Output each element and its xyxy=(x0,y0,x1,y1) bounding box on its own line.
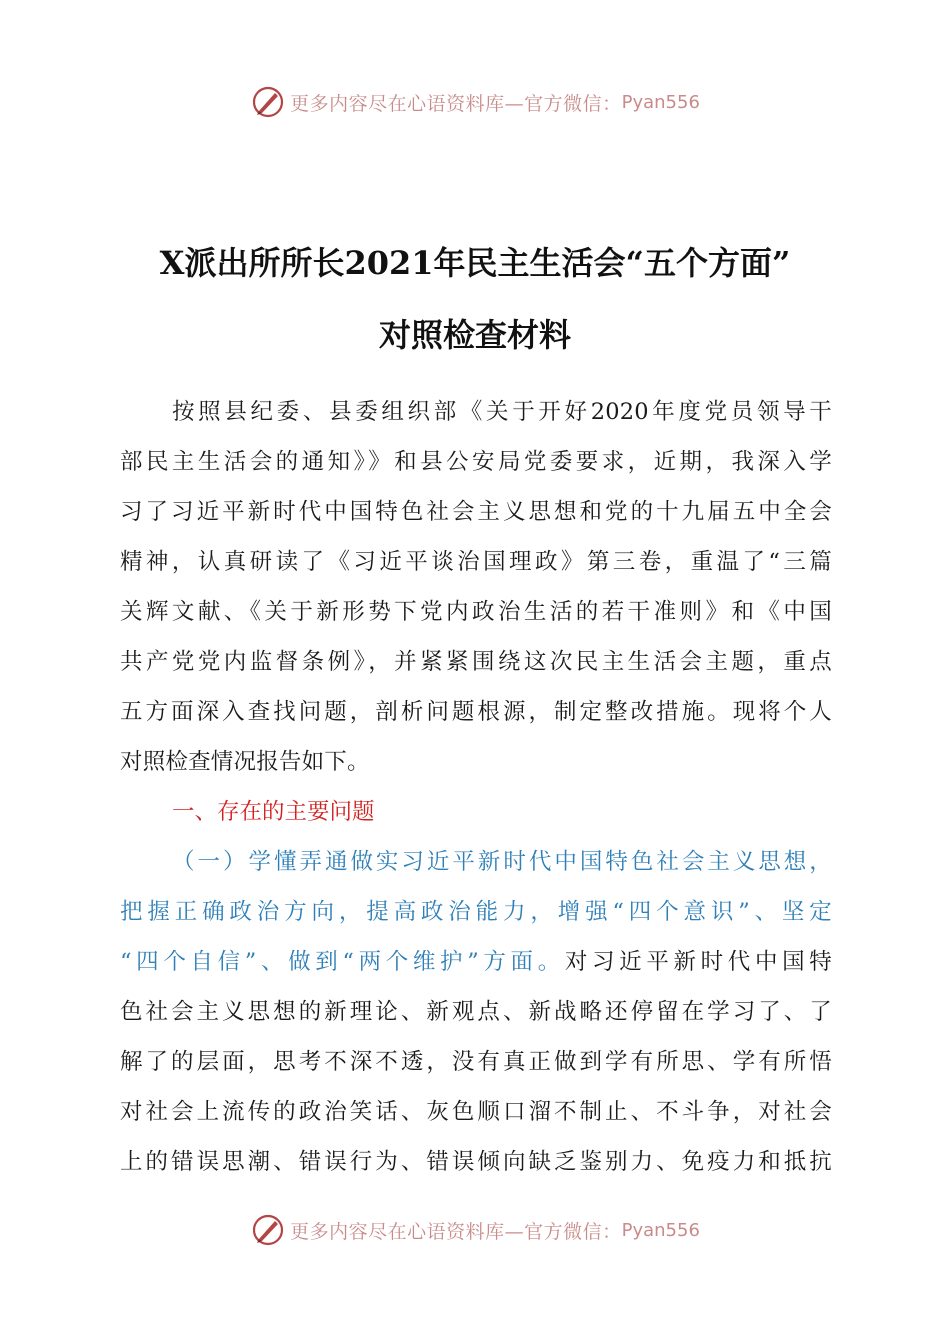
paragraph-line: 部民主生活会的通知》》和县公安局党委要求，近期，我深入学 xyxy=(120,449,832,475)
banner-contact: Pyan556 xyxy=(621,91,700,113)
paragraph-line: 精神，认真研读了《习近平谈治国理政》第三卷，重温了“三篇 xyxy=(120,549,832,575)
pen-logo-icon xyxy=(250,1212,286,1248)
paragraph-line: 习了习近平新时代中国特色社会主义思想和党的十九届五中全会 xyxy=(120,499,832,525)
paragraph-line: 上的错误思潮、错误行为、错误倾向缺乏鉴别力、免疫力和抵抗 xyxy=(120,1149,832,1175)
banner-text: 更多内容尽在心语资料库—官方微信： xyxy=(290,92,622,115)
paragraph-line: 按照县纪委、县委组织部《关于开好2020年度党员领导干 xyxy=(172,399,832,425)
banner-contact: Pyan556 xyxy=(621,1219,700,1241)
footer-banner xyxy=(0,1208,950,1252)
paragraph-line: 关辉文献、《关于新形势下党内政治生活的若干准则》和《中国 xyxy=(120,599,832,625)
banner-text: 更多内容尽在心语资料库—官方微信： xyxy=(290,1220,622,1243)
pen-logo-icon xyxy=(250,84,286,120)
section-heading: 一、存在的主要问题 xyxy=(172,799,375,825)
paragraph-line: 解了的层面，思考不深不透，没有真正做到学有所思、学有所悟 xyxy=(120,1049,832,1075)
document-title-line2: 对照检查材料 xyxy=(378,316,571,354)
paragraph-line: 五方面深入查找问题，剖析问题根源，制定整改措施。现将个人 xyxy=(120,699,832,725)
body-start: 对习近平新时代中国特 xyxy=(564,949,832,975)
mixed-line xyxy=(120,947,832,977)
paragraph-line: 共产党党内监督条例》，并紧紧围绕这次民主生活会主题，重点 xyxy=(120,649,832,675)
subheading-line: 把握正确政治方向，提高政治能力，增强“四个意识”、坚定 xyxy=(120,899,832,925)
paragraph-line: 对社会上流传的政治笑话、灰色顺口溜不制止、不斗争，对社会 xyxy=(120,1099,832,1125)
paragraph-line: 色社会主义思想的新理论、新观点、新战略还停留在学习了、了 xyxy=(120,999,832,1025)
document-title-line1: X派出所所长2021年民主生活会“五个方面” xyxy=(159,244,791,282)
header-banner xyxy=(0,80,950,124)
paragraph-line: 对照检查情况报告如下。 xyxy=(120,749,370,775)
subheading-end: “四个自信”、做到“两个维护”方面。 xyxy=(120,949,565,975)
subheading-line: （一）学懂弄通做实习近平新时代中国特色社会主义思想， xyxy=(172,849,832,875)
